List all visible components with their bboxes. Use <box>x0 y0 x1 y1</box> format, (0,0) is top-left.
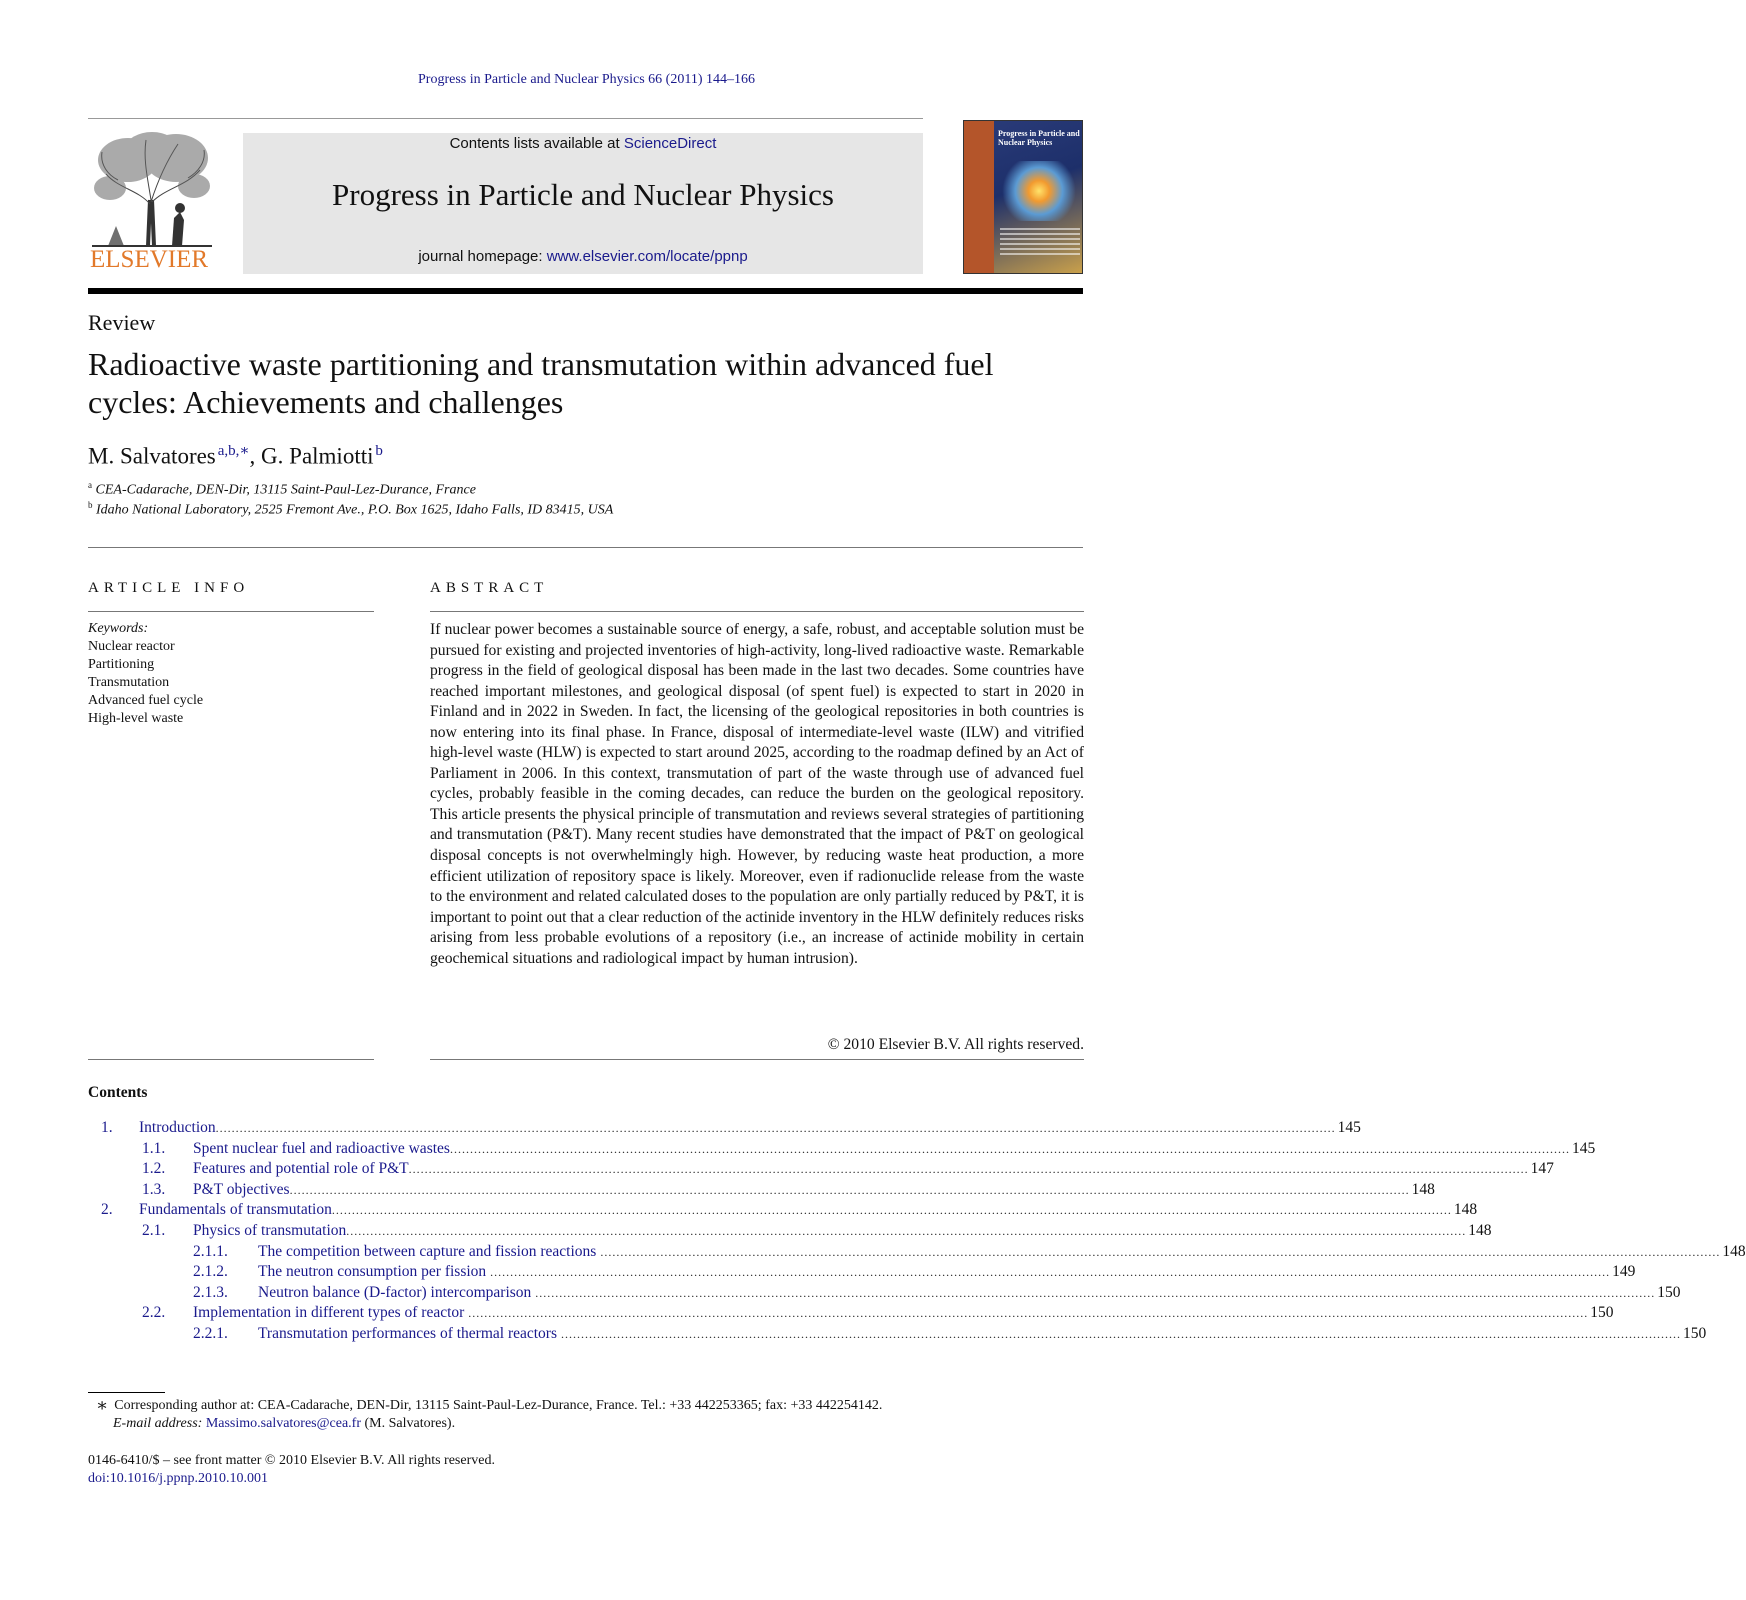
toc-leader: ........................................................................................................................................................................................................................................................................................ <box>449 1141 1570 1156</box>
cover-text-lines <box>1000 225 1080 258</box>
journal-homepage <box>243 248 923 265</box>
toc-page: 145 <box>1337 1119 1361 1136</box>
keyword: High-level waste <box>88 711 184 726</box>
toc-entry[interactable] <box>88 1118 1361 1139</box>
author-name: M. Salvatores <box>88 443 216 469</box>
journal-banner <box>243 133 923 274</box>
footnote-star: ∗ <box>96 1395 109 1415</box>
toc-number: 2.1. <box>142 1221 166 1239</box>
divider <box>430 611 1084 612</box>
elsevier-wordmark: ELSEVIER <box>90 246 209 273</box>
toc-leader: ........................................................................................................................................................................................................................................................................................ <box>531 1285 1656 1300</box>
toc-leader: ........................................................................................................................................................................................................................................................................................ <box>289 1182 1410 1197</box>
front-matter <box>88 1452 495 1488</box>
article-info-heading: ARTICLE INFO <box>88 580 250 596</box>
header-thick-rule <box>88 288 1083 294</box>
keyword: Advanced fuel cycle <box>88 693 204 708</box>
toc-title[interactable]: Features and potential role of P&T <box>193 1160 409 1178</box>
affiliation-text: Idaho National Laboratory, 2525 Fremont Ave., P.O. Box 1625, Idaho Falls, ID 83415, USA <box>96 502 614 518</box>
keywords-block <box>88 620 203 728</box>
toc-leader: ........................................................................................................................................................................................................................................................................................ <box>596 1244 1721 1259</box>
toc-leader: ........................................................................................................................................................................................................................................................................................ <box>486 1265 1611 1280</box>
toc-entry[interactable] <box>88 1180 1435 1201</box>
toc-page: 149 <box>1612 1263 1636 1281</box>
toc-entry[interactable] <box>88 1221 1492 1242</box>
toc-number: 2.2.1. <box>193 1324 228 1342</box>
homepage-link[interactable]: www.elsevier.com/locate/ppnp <box>546 248 748 265</box>
toc-leader: ........................................................................................................................................................................................................................................................................................ <box>408 1162 1529 1177</box>
affiliation-text: CEA-Cadarache, DEN-Dir, 13115 Saint-Paul-Lez-Durance, France <box>95 482 476 498</box>
footnote <box>96 1396 882 1433</box>
toc-title[interactable]: Spent nuclear fuel and radioactive wastes <box>193 1139 450 1157</box>
toc-page: 148 <box>1453 1201 1478 1219</box>
toc-leader: ........................................................................................................................................................................................................................................................................................ <box>331 1203 1452 1218</box>
tree-icon <box>88 130 216 248</box>
footnote-text: Corresponding author at: CEA-Cadarache, DEN-Dir, 13115 Saint-Paul-Lez-Durance, France. Tel.: +33 442253365; fax: +33 442254142. <box>114 1398 883 1413</box>
toc-entry[interactable] <box>88 1139 1596 1160</box>
abstract-copyright: © 2010 Elsevier B.V. All rights reserved. <box>827 1036 1084 1053</box>
journal-cover-image[interactable] <box>963 120 1083 274</box>
toc-title[interactable]: Physics of transmutation <box>193 1221 347 1239</box>
journal-title: Progress in Particle and Nuclear Physics <box>332 177 834 212</box>
toc-title[interactable]: The neutron consumption per fission <box>258 1263 487 1281</box>
toc-number: 1.3. <box>142 1180 166 1198</box>
affiliation-a <box>88 480 476 499</box>
keyword: Partitioning <box>88 657 155 672</box>
toc-leader: ........................................................................................................................................................................................................................................................................................ <box>464 1306 1589 1321</box>
divider <box>430 1059 1084 1060</box>
toc-number: 2.1.1. <box>193 1242 228 1260</box>
toc-page: 145 <box>1571 1139 1596 1157</box>
front-matter-line: 0146-6410/$ – see front matter © 2010 Elsevier B.V. All rights reserved. <box>88 1453 495 1468</box>
toc-entry[interactable] <box>88 1324 1707 1345</box>
author-marks[interactable]: a,b,∗ <box>217 443 250 459</box>
affiliation-mark: a <box>88 480 92 490</box>
contents-available <box>243 135 923 152</box>
available-prefix: Contents lists available at <box>449 135 624 152</box>
abstract-text: If nuclear power becomes a sustainable source of energy, a safe, robust, and acceptable solution must be pursued for existing and projected inventories of high-activity, long-lived radioactive waste. Remarkable progress in the field of geological disposal has been made in the last two decades. Some countries have reached important milestones, and geological disposal (of spent fuel) is expected to start in 2020 in Finland and in 2022 in Sweden. In fact, the licensing of the geological repositories in both countries is now entering into its final phase. In France, disposal of intermediate-level waste (ILW) and vitrified high-level waste (HLW) is expected to start around 2025, according to the roadmap defined by an Act of Parliament in 2006. In this context, transmutation of part of the waste through use of advanced fuel cycles, probably feasible in the coming decades, can reduce the burden on the geological repository. This article presents the physical principle of transmutation and reviews several strategies of partitioning and transmutation (P&T). Many recent studies have demonstrated that the impact of P&T on geological disposal concepts is not overwhelmingly high. However, by reducing waste heat production, a more efficient utilization of repository space is likely. Moreover, even if radionuclide release from the waste to the environment and related calculated doses to the population are only partially reduced by P&T, it is important to point out that a clear reduction of the actinide inventory in the HLW definitely reduces risks arising from less probable evolutions of a repository (i.e., an increase of actinide mobility in certain geochemical situations and radiological impact by human intrusion). <box>430 621 1084 967</box>
toc-leader: ........................................................................................................................................................................................................................................................................................ <box>557 1326 1681 1341</box>
elsevier-logo[interactable] <box>88 130 216 274</box>
email-line <box>96 1415 882 1433</box>
toc-page: 150 <box>1657 1283 1681 1301</box>
contents-heading: Contents <box>88 1084 148 1101</box>
affiliation-b <box>88 500 613 519</box>
keywords-label: Keywords: <box>88 621 149 636</box>
toc-number: 1.2. <box>142 1160 166 1178</box>
toc-page: 150 <box>1590 1304 1614 1322</box>
toc-title[interactable]: Implementation in different types of reactor <box>193 1304 465 1322</box>
author-name: G. Palmiotti <box>261 443 374 469</box>
toc-entry[interactable] <box>88 1262 1636 1283</box>
toc-leader: ........................................................................................................................................................................................................................................................................................ <box>215 1121 1336 1135</box>
toc-number: 2.2. <box>142 1304 166 1322</box>
toc-number: 2. <box>101 1201 113 1219</box>
affiliation-mark: b <box>88 500 93 510</box>
divider <box>88 1059 374 1060</box>
toc-entry[interactable] <box>88 1242 1746 1263</box>
toc-entry[interactable] <box>88 1159 1554 1180</box>
toc-page: 148 <box>1722 1242 1746 1260</box>
article-title <box>88 345 1088 421</box>
title-line-2: cycles: Achievements and challenges <box>88 384 564 420</box>
toc-page: 148 <box>1411 1180 1435 1198</box>
toc-number: 2.1.3. <box>193 1283 228 1301</box>
toc-title[interactable]: Fundamentals of transmutation <box>139 1201 332 1219</box>
toc-entry[interactable] <box>88 1303 1614 1324</box>
cover-title: Progress in Particle and Nuclear Physics <box>998 129 1080 147</box>
article-type: Review <box>88 310 156 335</box>
header-rule <box>88 118 923 119</box>
title-line-1: Radioactive waste partitioning and transmutation within advanced fuel <box>88 346 994 382</box>
divider <box>88 547 1083 548</box>
toc-page: 148 <box>1468 1221 1492 1239</box>
author-marks[interactable]: b <box>375 443 383 459</box>
toc-page: 150 <box>1683 1324 1707 1342</box>
toc-entry[interactable] <box>88 1200 1478 1221</box>
toc-title[interactable]: Transmutation performances of thermal reactors <box>258 1324 557 1342</box>
toc-title[interactable]: The competition between capture and fission reactions <box>258 1242 597 1260</box>
author-list: M. Salvatores $^{a,b,∗}$, G. Palmiotti $^b$ <box>88 443 383 469</box>
toc-title[interactable]: P&T objectives <box>193 1180 290 1198</box>
footnote-rule <box>88 1392 165 1393</box>
keyword: Nuclear reactor <box>88 639 175 654</box>
toc-title[interactable]: Neutron balance (D-factor) intercomparison <box>258 1283 532 1301</box>
email-suffix: (M. Salvatores). <box>361 1416 456 1431</box>
toc-number: 1.1. <box>142 1139 166 1157</box>
journal-citation[interactable]: Progress in Particle and Nuclear Physics 66 (2011) 144–166 <box>418 72 755 87</box>
toc-leader: ........................................................................................................................................................................................................................................................................................ <box>346 1223 1467 1238</box>
homepage-prefix: journal homepage: <box>418 248 547 265</box>
divider <box>88 611 374 612</box>
toc-title[interactable]: Introduction <box>139 1119 216 1136</box>
doi-link[interactable]: doi:10.1016/j.ppnp.2010.10.001 <box>88 1471 269 1486</box>
email-label: E-mail address: <box>113 1416 203 1431</box>
toc-page: 147 <box>1530 1160 1554 1178</box>
corresponding-author-note <box>96 1396 882 1415</box>
keyword: Transmutation <box>88 675 170 690</box>
email-link[interactable]: Massimo.salvatores@cea.fr <box>205 1416 361 1431</box>
cover-particle-burst <box>996 161 1082 221</box>
sciencedirect-link[interactable]: ScienceDirect <box>623 135 717 152</box>
toc-entry[interactable] <box>88 1283 1681 1304</box>
toc-number: 2.1.2. <box>193 1263 228 1281</box>
toc-number: 1. <box>101 1119 113 1136</box>
cover-spine <box>964 121 994 273</box>
abstract-heading: ABSTRACT <box>430 580 549 596</box>
table-of-contents <box>88 1118 1746 1345</box>
